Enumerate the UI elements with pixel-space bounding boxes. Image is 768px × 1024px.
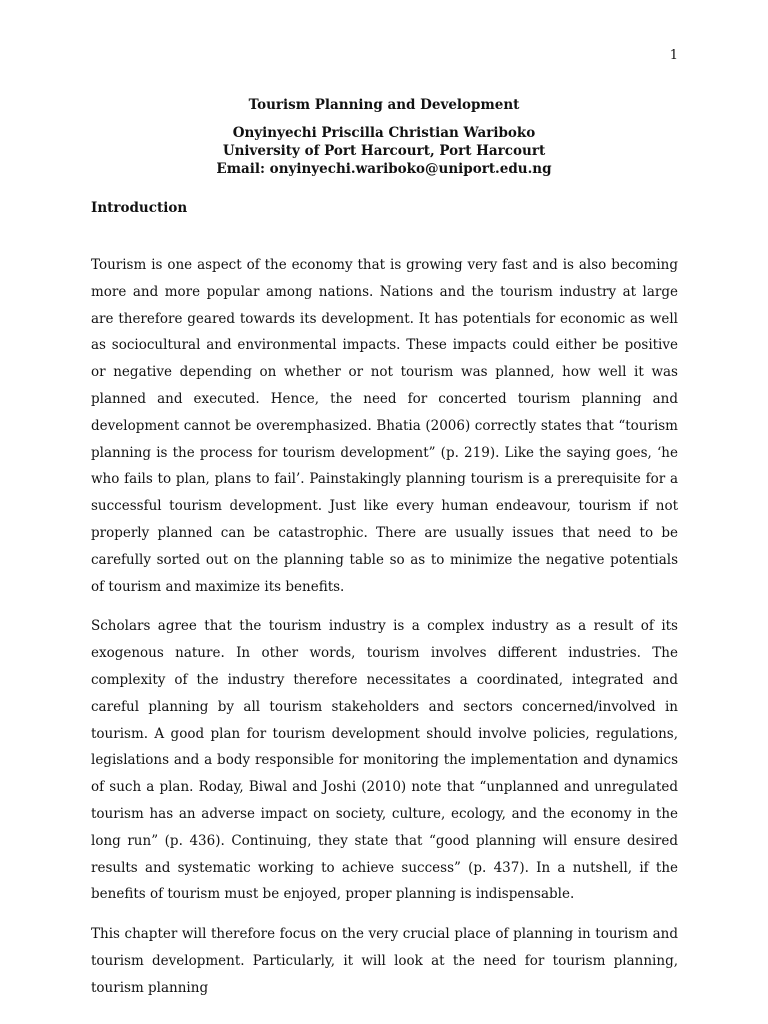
body-text <box>91 252 678 1015</box>
document-title: Tourism Planning and Development <box>248 97 520 113</box>
page-number: 1 <box>669 48 678 63</box>
section-heading-introduction: Introduction <box>91 200 188 216</box>
author-affiliation: University of Port Harcourt, Port Harcourt <box>222 143 546 159</box>
paragraph: This chapter will therefore focus on the very crucial place of planning in tourism and tourism development. Particularly, it will look at the need for tourism planning, tourism planning <box>91 926 678 996</box>
paragraph: Scholars agree that the tourism industry is a complex industry as a result of its exogenous nature. In other words, tourism involves different industries. The complexity of the industry therefore necessitates a coordinated, integrated and careful planning by all tourism stakeholders and sectors concerned/involved in tourism. A good plan for tourism development should involve policies, regulations, legislations and a body responsible for monitoring the implementation and dynamics of such a plan. Roday, Biwal and Joshi (2010) note that “unplanned and unregulated tourism has an adverse impact on society, culture, ecology, and the economy in the long run” (p. 436). Continuing, they state that “good planning will ensure desired results and systematic working to achieve success” (p. 437). In a nutshell, if the benefits of tourism must be enjoyed, proper planning is indispensable. <box>91 618 678 903</box>
paragraph: Tourism is one aspect of the economy that is growing very fast and is also becoming more and more popular among nations. Nations and the tourism industry at large are therefore geared towards its development. It has potentials for economic as well as sociocultural and environmental impacts. These impacts could either be positive or negative depending on whether or not tourism was planned, how well it was planned and executed. Hence, the need for concerted tourism planning and development cannot be overemphasized. Bhatia (2006) correctly states that “tourism planning is the process for tourism development” (p. 219). Like the saying goes, ‘he who fails to plan, plans to fail’. Painstakingly planning tourism is a prerequisite for a successful tourism development. Just like every human endeavour, tourism if not properly planned can be catastrophic. There are usually issues that need to be carefully sorted out on the planning table so as to minimize the negative potentials of tourism and maximize its benefits. <box>91 257 678 595</box>
author-email: Email: onyinyechi.wariboko@uniport.edu.ng <box>216 161 552 177</box>
title-block <box>90 96 678 178</box>
author-name: Onyinyechi Priscilla Christian Wariboko <box>232 125 536 141</box>
